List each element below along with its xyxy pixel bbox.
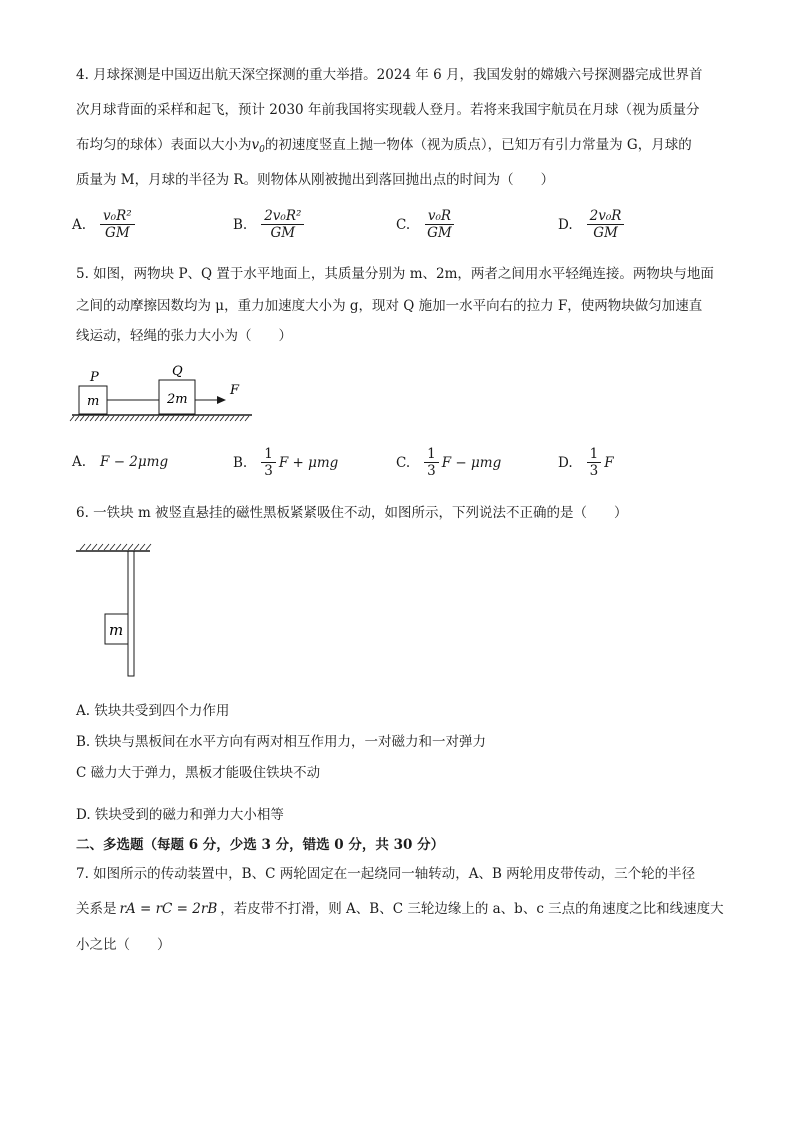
hatch-mark bbox=[205, 416, 209, 421]
hatch-mark bbox=[116, 544, 121, 550]
hatch-mark bbox=[155, 416, 159, 421]
hatch-mark bbox=[215, 416, 219, 421]
q4-line-2: 次月球背面的采样和起飞，预计 2030 年前我国将实现载人登月。若将来我国宇航员在月球（视为质量分 bbox=[76, 102, 700, 118]
hatch-mark bbox=[160, 416, 164, 421]
hatch-mark bbox=[134, 544, 139, 550]
force-label: F bbox=[230, 383, 240, 398]
hatch-mark bbox=[100, 416, 104, 421]
v0-symbol: $v_0$ bbox=[251, 137, 265, 155]
hatch-mark bbox=[104, 544, 109, 550]
q6-option-b[interactable]: B. 铁块与黑板间在水平方向有两对相互作用力，一对磁力和一对弹力 bbox=[76, 734, 487, 750]
q6-option-d[interactable]: D. 铁块受到的磁力和弹力大小相等 bbox=[76, 807, 284, 823]
q5-blocks-figure bbox=[66, 362, 266, 428]
q4-option-c[interactable]: C. $\frac{\text{v₀R}}{GM}$ bbox=[396, 208, 455, 241]
q5-line-3: 线运动，轻绳的张力大小为（ ） bbox=[76, 328, 292, 344]
hatch-mark bbox=[86, 544, 91, 550]
hatch-mark bbox=[140, 416, 144, 421]
q4-line-3-pre: 布均匀的球体）表面以大小为 bbox=[76, 137, 252, 153]
hatch-mark bbox=[98, 544, 103, 550]
hatch-mark bbox=[240, 416, 244, 421]
hatch-mark bbox=[150, 416, 154, 421]
hatch-mark bbox=[70, 416, 74, 421]
q7-line-3: 小之比（ ） bbox=[76, 937, 171, 953]
q4-option-b[interactable]: B. $\frac{\text{2v₀R²}}{GM}$ bbox=[233, 208, 304, 241]
hatch-mark bbox=[128, 544, 133, 550]
hatch-mark bbox=[195, 416, 199, 421]
q4-line-1: 4. 月球探测是中国迈出航天深空探测的重大举措。2024 年 6 月，我国发射的嫦娥六号探测器完成世界首 bbox=[76, 67, 703, 83]
hatch-mark bbox=[80, 416, 84, 421]
q7-line-2-post: ，若皮带不打滑，则 A、B、C 三轮边缘上的 a、b、c 三点的角速度之比和线速度大 bbox=[220, 901, 724, 917]
magnetic-board bbox=[128, 551, 134, 676]
hatch-mark bbox=[80, 544, 85, 550]
hatch-mark bbox=[145, 416, 149, 421]
q5-line-1: 5. 如图，两物块 P、Q 置于水平地面上，其质量分别为 m、2m，两者之间用水平轻绳连接。两物块与地面 bbox=[76, 266, 714, 282]
hatch-mark bbox=[225, 416, 229, 421]
force-arrow-head bbox=[217, 396, 226, 404]
hatch-mark bbox=[105, 416, 109, 421]
hatch-mark bbox=[110, 544, 115, 550]
section-heading-multi-choice: 二、多选题（每题 6 分，少选 3 分，错选 0 分，共 30 分） bbox=[76, 837, 445, 853]
hatch-mark bbox=[235, 416, 239, 421]
block-q-mass: 2m bbox=[167, 392, 188, 407]
hatch-mark bbox=[245, 416, 249, 421]
hatch-mark bbox=[185, 416, 189, 421]
iron-block-mass: m bbox=[109, 621, 124, 639]
hatch-mark bbox=[125, 416, 129, 421]
label-q: Q bbox=[172, 364, 183, 379]
hatch-mark bbox=[120, 416, 124, 421]
hatch-mark bbox=[210, 416, 214, 421]
hatch-mark bbox=[85, 416, 89, 421]
q5-option-a[interactable]: A. F − 2μmg bbox=[72, 454, 169, 470]
hatch-mark bbox=[75, 416, 79, 421]
block-p-mass: m bbox=[87, 394, 100, 409]
q6-stem: 6. 一铁块 m 被竖直悬挂的磁性黑板紧紧吸住不动，如图所示，下列说法不正确的是（ ） bbox=[76, 505, 628, 521]
ground-hatching bbox=[70, 416, 249, 421]
radius-relation: rA = rC = 2rB bbox=[119, 901, 218, 917]
hatch-mark bbox=[200, 416, 204, 421]
q7-line-2-pre: 关系是 bbox=[76, 901, 117, 917]
hatch-mark bbox=[130, 416, 134, 421]
ceiling-hatching bbox=[80, 544, 151, 550]
hatch-mark bbox=[230, 416, 234, 421]
hatch-mark bbox=[180, 416, 184, 421]
hatch-mark bbox=[220, 416, 224, 421]
hatch-mark bbox=[146, 544, 151, 550]
q6-option-a[interactable]: A. 铁块共受到四个力作用 bbox=[76, 703, 230, 719]
hatch-mark bbox=[175, 416, 179, 421]
q4-line-4: 质量为 M，月球的半径为 R。则物体从刚被抛出到落回抛出点的时间为（ ） bbox=[76, 172, 555, 188]
q6-option-c[interactable]: C 磁力大于弹力，黑板才能吸住铁块不动 bbox=[76, 765, 321, 781]
hatch-mark bbox=[90, 416, 94, 421]
hatch-mark bbox=[170, 416, 174, 421]
hatch-mark bbox=[115, 416, 119, 421]
q5-line-2: 之间的动摩擦因数均为 μ，重力加速度大小为 g，现对 Q 施加一水平向右的拉力 F，使两物块做匀加速直 bbox=[76, 298, 703, 314]
hatch-mark bbox=[190, 416, 194, 421]
q6-blackboard-figure bbox=[70, 538, 160, 678]
hatch-mark bbox=[95, 416, 99, 421]
q7-line-2 bbox=[76, 899, 724, 919]
q4-option-a[interactable]: A. $\frac{\text{v₀R²}}{GM}$ bbox=[72, 208, 135, 241]
q4-line-3 bbox=[76, 135, 692, 160]
hatch-mark bbox=[110, 416, 114, 421]
q5-option-b[interactable]: B. $\frac{1}{3}$ F + μmg bbox=[233, 446, 339, 479]
label-p: P bbox=[90, 370, 99, 385]
q7-line-1: 7. 如图所示的传动装置中，B、C 两轮固定在一起绕同一轴转动，A、B 两轮用皮带传动，三个轮的半径 bbox=[76, 866, 696, 882]
hatch-mark bbox=[140, 544, 145, 550]
q5-option-c[interactable]: C. $\frac{1}{3}$ F − μmg bbox=[396, 446, 502, 479]
hatch-mark bbox=[122, 544, 127, 550]
hatch-mark bbox=[135, 416, 139, 421]
hatch-mark bbox=[92, 544, 97, 550]
hatch-mark bbox=[165, 416, 169, 421]
q4-option-d[interactable]: D. $\frac{\text{2v₀R}}{GM}$ bbox=[558, 208, 624, 241]
q5-option-d[interactable]: D. $\frac{1}{3}$ F bbox=[558, 446, 614, 479]
q4-line-3-post: 的初速度竖直上抛一物体（视为质点），已知万有引力常量为 G，月球的 bbox=[264, 137, 692, 153]
